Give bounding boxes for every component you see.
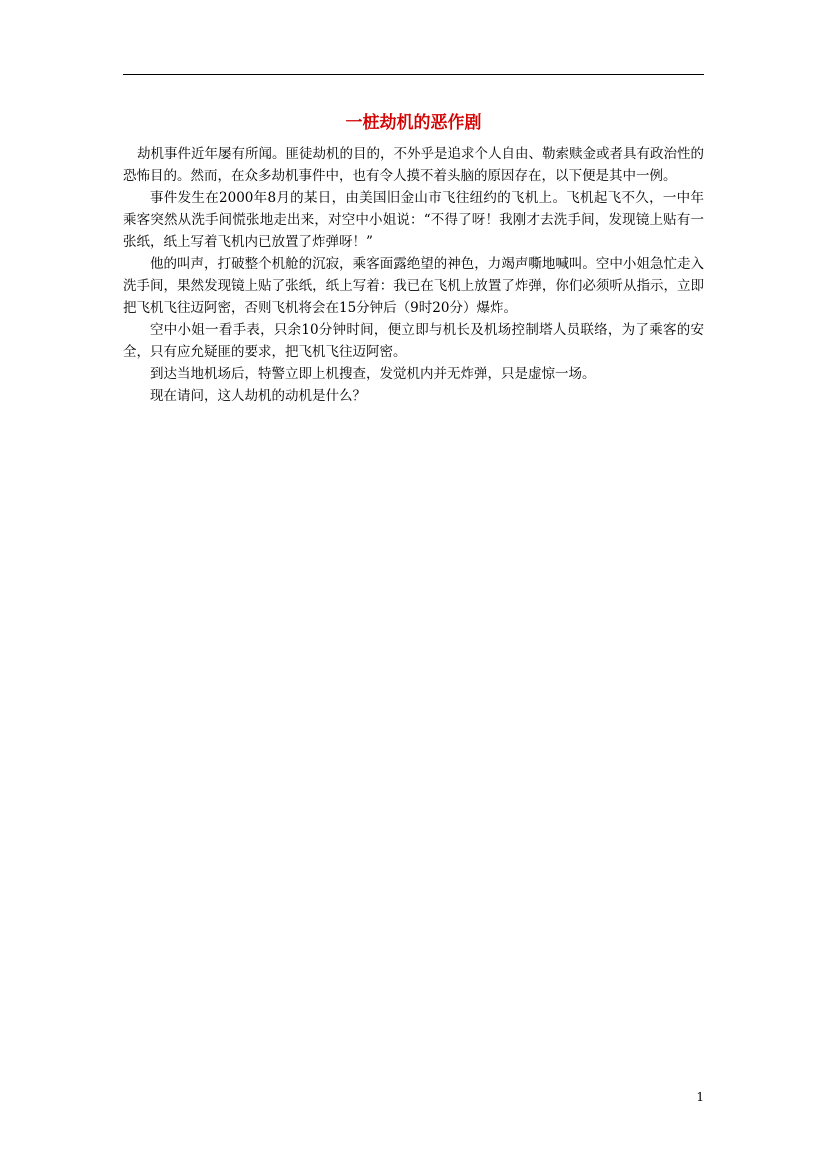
paragraph-5: 到达当地机场后，特警立即上机搜查，发觉机内并无炸弹，只是虚惊一场。 <box>150 366 596 382</box>
paragraph-1: 劫机事件近年屡有所闻。匪徒劫机的目的，不外乎是追求个人自由、勒索赎金或者具有政治性的恐怖目的。然而，在众多劫机事件中，也有令人摸不着头脑的原因存在，以下便是其中一例。 <box>123 146 704 184</box>
document-body <box>123 143 704 407</box>
paragraph-6: 现在请问，这人劫机的动机是什么？ <box>150 388 366 404</box>
paragraph-3: 他的叫声，打破整个机舱的沉寂，乘客面露绝望的神色，力竭声嘶地喊叫。空中小姐急忙走入洗手间，果然发现镜上贴了张纸，纸上写着：我已在飞机上放置了炸弹，你们必须听从指示，立即把飞机飞往迈阿密，否则飞机将会在15分钟后（9时20分）爆炸。 <box>123 256 704 316</box>
paragraph-2: 事件发生在2000年8月的某日，由美国旧金山市飞往纽约的飞机上。飞机起飞不久，一中年乘客突然从洗手间慌张地走出来，对空中小姐说：“不得了呀！我刚才去洗手间，发现镜上贴有一张纸，纸上写着飞机内已放置了炸弹呀！” <box>123 190 704 250</box>
page-number: 1 <box>696 1090 704 1104</box>
document-title: 一桩劫机的恶作剧 <box>345 113 482 133</box>
paragraph-4: 空中小姐一看手表，只余10分钟时间，便立即与机长及机场控制塔人员联络，为了乘客的安全，只有应允疑匪的要求，把飞机飞往迈阿密。 <box>123 322 704 360</box>
header-rule <box>123 74 704 75</box>
